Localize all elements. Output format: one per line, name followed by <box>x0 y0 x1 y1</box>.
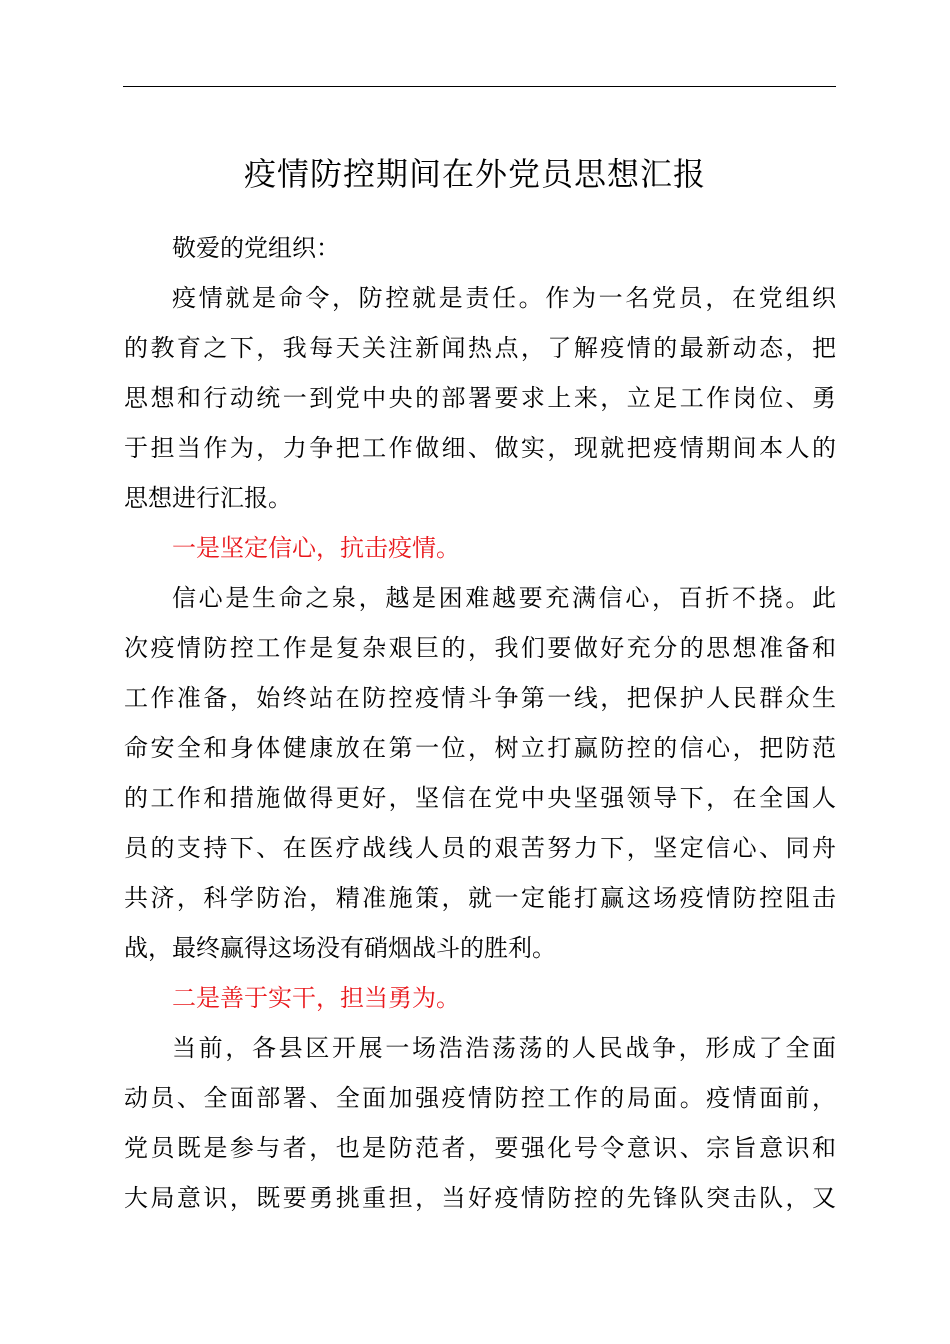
document-title: 疫情防控期间在外党员思想汇报 <box>243 155 706 193</box>
section-heading-2: 二是善于实干，担当勇为。 <box>172 984 460 1012</box>
paragraph1-line: 思想和行动统一到党中央的部署要求上来，立足工作岗位、勇 <box>124 384 836 412</box>
paragraph2-line: 战，最终赢得这场没有硝烟战斗的胜利。 <box>124 934 556 962</box>
paragraph2-line: 的工作和措施做得更好，坚信在党中央坚强领导下，在全国人 <box>124 784 836 812</box>
paragraph2-line: 工作准备，始终站在防控疫情斗争第一线，把保护人民群众生 <box>124 684 836 712</box>
paragraph2-line: 员的支持下、在医疗战线人员的艰苦努力下，坚定信心、同舟 <box>124 834 836 862</box>
section-heading-1: 一是坚定信心，抗击疫情。 <box>172 534 460 562</box>
paragraph3-line: 动员、全面部署、全面加强疫情防控工作的局面。疫情面前， <box>124 1084 836 1112</box>
paragraph1-line: 于担当作为，力争把工作做细、做实，现就把疫情期间本人的 <box>124 434 836 462</box>
salutation: 敬爱的党组织： <box>172 234 340 262</box>
paragraph3-line: 党员既是参与者，也是防范者，要强化号令意识、宗旨意识和 <box>124 1134 836 1162</box>
paragraph1-line: 疫情就是命令，防控就是责任。作为一名党员，在党组织 <box>172 284 836 312</box>
paragraph2-line: 次疫情防控工作是复杂艰巨的，我们要做好充分的思想准备和 <box>124 634 836 662</box>
paragraph3-line: 大局意识，既要勇挑重担，当好疫情防控的先锋队突击队，又 <box>124 1184 836 1212</box>
paragraph2-line: 命安全和身体健康放在第一位，树立打赢防控的信心，把防范 <box>124 734 836 762</box>
paragraph3-line: 当前，各县区开展一场浩浩荡荡的人民战争，形成了全面 <box>172 1034 836 1062</box>
paragraph1-line: 思想进行汇报。 <box>124 484 292 512</box>
paragraph2-line: 共济，科学防治，精准施策，就一定能打赢这场疫情防控阻击 <box>124 884 836 912</box>
paragraph2-line: 信心是生命之泉，越是困难越要充满信心，百折不挠。此 <box>172 584 836 612</box>
header-rule <box>123 86 836 87</box>
paragraph1-line: 的教育之下，我每天关注新闻热点，了解疫情的最新动态，把 <box>124 334 836 362</box>
